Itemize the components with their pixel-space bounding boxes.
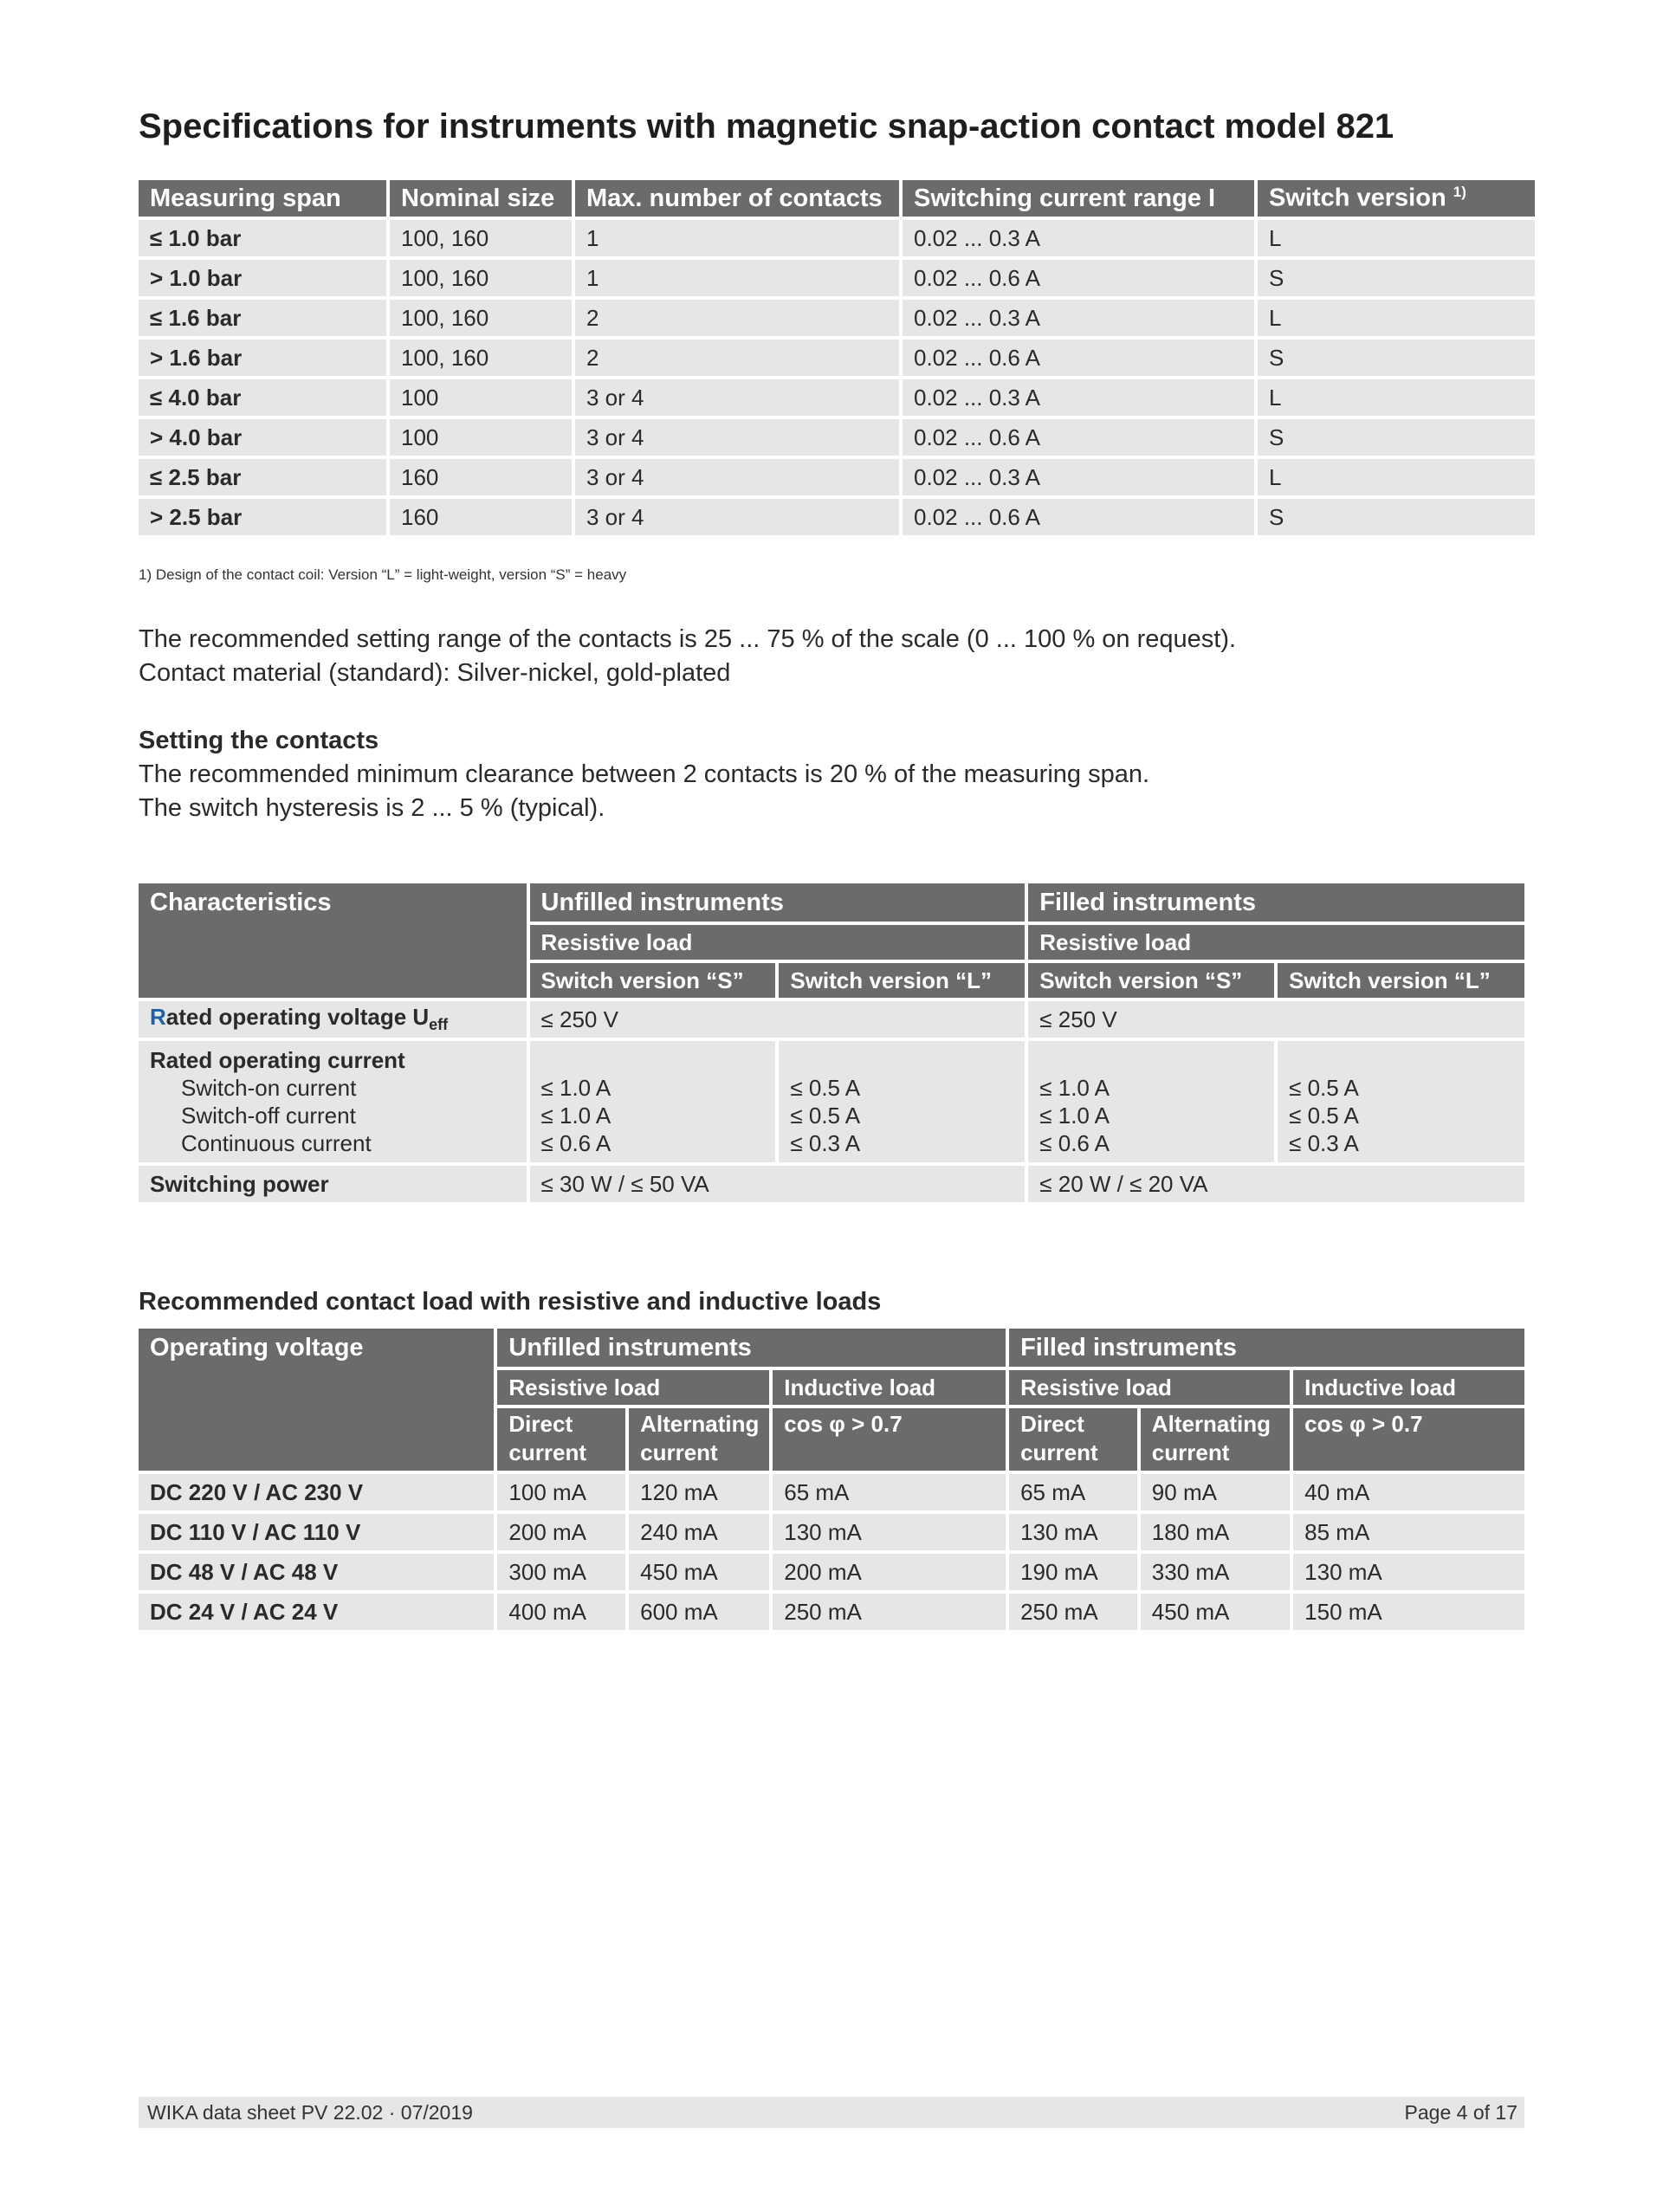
row-label-cell: > 1.6 bar xyxy=(139,340,386,376)
value-cell: 100 mA xyxy=(497,1474,625,1510)
unfilled-l-currents xyxy=(779,1041,1025,1162)
rated-voltage-text: ated operating voltage U xyxy=(165,1004,430,1031)
table-row xyxy=(139,379,1535,416)
value-cell: 180 mA xyxy=(1141,1514,1290,1550)
value-cell: L xyxy=(1258,220,1535,256)
value-cell: 3 or 4 xyxy=(575,379,899,416)
value-cell: 2 xyxy=(575,300,899,336)
header-line: current xyxy=(640,1439,718,1465)
row-label-cell: ≤ 2.5 bar xyxy=(139,459,386,495)
value-cell: 65 mA xyxy=(773,1474,1006,1510)
value-cell: 0.02 ... 0.3 A xyxy=(903,220,1254,256)
value-cell: 3 or 4 xyxy=(575,459,899,495)
value-cell: ≤ 0.5 A xyxy=(790,1103,861,1129)
value-cell: 100, 160 xyxy=(390,300,572,336)
characteristics-header: Characteristics xyxy=(139,883,527,998)
filled-s-currents xyxy=(1028,1041,1274,1162)
row-label-cell: DC 24 V / AC 24 V xyxy=(139,1594,494,1630)
filled-cos-header: cos φ > 0.7 xyxy=(1293,1408,1524,1471)
value-cell: 450 mA xyxy=(1141,1594,1290,1630)
unfilled-header: Unfilled instruments xyxy=(497,1329,1006,1367)
value-cell: 65 mA xyxy=(1009,1474,1137,1510)
value-cell: 40 mA xyxy=(1293,1474,1524,1510)
value-cell: 3 or 4 xyxy=(575,419,899,456)
load-section-title: Recommended contact load with resistive and inductive loads xyxy=(139,1288,882,1316)
switch-off-label: Switch-off current xyxy=(181,1103,356,1129)
unfilled-inductive-header: Inductive load xyxy=(773,1370,1006,1405)
filled-direct-header xyxy=(1009,1408,1137,1471)
footnote: 1) Design of the contact coil: Version “L” = light-weight, version “S” = heavy xyxy=(139,566,627,583)
value-cell: 3 or 4 xyxy=(575,499,899,535)
value-cell: ≤ 0.3 A xyxy=(790,1130,861,1156)
filled-inductive-header: Inductive load xyxy=(1293,1370,1524,1405)
footer-document-id: WIKA data sheet PV 22.02 · 07/2019 xyxy=(147,2100,473,2124)
value-cell: 1 xyxy=(575,220,899,256)
value-cell: 100, 160 xyxy=(390,220,572,256)
header-line: current xyxy=(1020,1439,1098,1465)
value-cell: S xyxy=(1258,419,1535,456)
value-cell: 120 mA xyxy=(629,1474,769,1510)
row-label-cell: > 2.5 bar xyxy=(139,499,386,535)
operating-voltage-header: Operating voltage xyxy=(139,1329,494,1471)
row-label-cell: ≤ 1.6 bar xyxy=(139,300,386,336)
value-cell: 200 mA xyxy=(497,1514,625,1550)
setting-contacts-section xyxy=(139,724,1149,825)
setting-range-text: The recommended setting range of the contacts is 25 ... 75 % of the scale (0 ... 100 % on request). xyxy=(139,625,1237,653)
header-line: Alternating xyxy=(1151,1411,1272,1437)
value-cell: 330 mA xyxy=(1141,1554,1290,1590)
value-cell: 100 xyxy=(390,379,572,416)
value-cell: ≤ 1.0 A xyxy=(1039,1075,1110,1101)
header-line: current xyxy=(1151,1439,1230,1465)
hysteresis-text: The switch hysteresis is 2 ... 5 % (typical). xyxy=(139,794,605,822)
filled-header: Filled instruments xyxy=(1028,883,1524,922)
filled-resistive-header: Resistive load xyxy=(1028,925,1524,960)
header-line: Direct xyxy=(508,1411,573,1437)
row-label-cell: DC 220 V / AC 230 V xyxy=(139,1474,494,1510)
value-cell: 0.02 ... 0.6 A xyxy=(903,260,1254,296)
value-cell: 200 mA xyxy=(773,1554,1006,1590)
col-switching-current: Switching current range I xyxy=(903,180,1254,217)
setting-range-paragraph xyxy=(139,623,1236,690)
footer-page-number: Page 4 of 17 xyxy=(1404,2100,1517,2124)
value-cell: 100, 160 xyxy=(390,340,572,376)
value-cell: 0.02 ... 0.6 A xyxy=(903,499,1254,535)
value-cell: 90 mA xyxy=(1141,1474,1290,1510)
switching-power-unfilled: ≤ 30 W / ≤ 50 VA xyxy=(530,1166,1026,1202)
filled-alternating-header xyxy=(1141,1408,1290,1471)
row-label-cell: ≤ 1.0 bar xyxy=(139,220,386,256)
switch-on-label: Switch-on current xyxy=(181,1075,357,1101)
table-row xyxy=(139,1166,1524,1202)
value-cell: 600 mA xyxy=(629,1594,769,1630)
value-cell: 130 mA xyxy=(773,1514,1006,1550)
table-row xyxy=(139,1474,1524,1510)
characteristics-table xyxy=(135,880,1528,1206)
table-row xyxy=(139,1594,1524,1630)
value-cell: 100, 160 xyxy=(390,260,572,296)
unfilled-switch-l-header: Switch version “L” xyxy=(779,963,1025,998)
unfilled-switch-s-header: Switch version “S” xyxy=(530,963,776,998)
value-cell: 0.02 ... 0.6 A xyxy=(903,419,1254,456)
value-cell: 0.02 ... 0.3 A xyxy=(903,459,1254,495)
value-cell: ≤ 0.5 A xyxy=(1289,1075,1359,1101)
table-row xyxy=(139,1041,1524,1162)
unfilled-s-currents xyxy=(530,1041,776,1162)
clearance-text: The recommended minimum clearance between 2 contacts is 20 % of the measuring span. xyxy=(139,760,1150,788)
col-switch-version xyxy=(1258,180,1535,217)
table-row xyxy=(139,340,1535,376)
rated-current-labels xyxy=(139,1041,527,1162)
table-row xyxy=(139,419,1535,456)
table-row xyxy=(139,260,1535,296)
value-cell: S xyxy=(1258,340,1535,376)
value-cell: L xyxy=(1258,379,1535,416)
unfilled-alternating-header xyxy=(629,1408,769,1471)
row-label-cell: > 1.0 bar xyxy=(139,260,386,296)
rated-voltage-subscript: eff xyxy=(429,1016,449,1034)
value-cell: 0.02 ... 0.6 A xyxy=(903,340,1254,376)
col-max-contacts: Max. number of contacts xyxy=(575,180,899,217)
filled-switch-l-header: Switch version “L” xyxy=(1278,963,1524,998)
switch-version-label: Switch version xyxy=(1269,184,1446,212)
value-cell: 130 mA xyxy=(1293,1554,1524,1590)
filled-l-currents xyxy=(1278,1041,1524,1162)
filled-switch-s-header: Switch version “S” xyxy=(1028,963,1274,998)
row-label-cell: DC 110 V / AC 110 V xyxy=(139,1514,494,1550)
footnote-marker: 1) xyxy=(1453,184,1466,201)
col-nominal-size: Nominal size xyxy=(390,180,572,217)
value-cell: 2 xyxy=(575,340,899,376)
rated-voltage-unfilled: ≤ 250 V xyxy=(530,1001,1026,1038)
value-cell: 300 mA xyxy=(497,1554,625,1590)
rated-current-label: Rated operating current xyxy=(150,1047,405,1073)
table-row xyxy=(139,499,1535,535)
table-row xyxy=(139,300,1535,336)
value-cell: L xyxy=(1258,300,1535,336)
value-cell: ≤ 1.0 A xyxy=(540,1103,611,1129)
table-row xyxy=(139,1514,1524,1550)
value-cell: 190 mA xyxy=(1009,1554,1137,1590)
row-label-cell: ≤ 4.0 bar xyxy=(139,379,386,416)
switching-power-filled: ≤ 20 W / ≤ 20 VA xyxy=(1028,1166,1524,1202)
unfilled-cos-header: cos φ > 0.7 xyxy=(773,1408,1006,1471)
table-row xyxy=(139,220,1535,256)
table-row xyxy=(139,459,1535,495)
value-cell: 1 xyxy=(575,260,899,296)
value-cell: S xyxy=(1258,499,1535,535)
switching-power-label: Switching power xyxy=(139,1166,527,1202)
filled-header: Filled instruments xyxy=(1009,1329,1524,1367)
table-row xyxy=(139,1554,1524,1590)
unfilled-header: Unfilled instruments xyxy=(530,883,1026,922)
rated-voltage-label xyxy=(139,1001,527,1038)
table-row xyxy=(139,1001,1524,1038)
value-cell: ≤ 1.0 A xyxy=(540,1075,611,1101)
page-title: Specifications for instruments with magnetic snap-action contact model 821 xyxy=(139,107,1394,146)
value-cell: 250 mA xyxy=(773,1594,1006,1630)
value-cell: ≤ 0.5 A xyxy=(1289,1103,1359,1129)
header-line: current xyxy=(508,1439,586,1465)
value-cell: S xyxy=(1258,260,1535,296)
header-line: Direct xyxy=(1020,1411,1084,1437)
rated-voltage-filled: ≤ 250 V xyxy=(1028,1001,1524,1038)
filled-resistive-header: Resistive load xyxy=(1009,1370,1290,1405)
unfilled-resistive-header: Resistive load xyxy=(497,1370,769,1405)
value-cell: 250 mA xyxy=(1009,1594,1137,1630)
page-footer xyxy=(139,2097,1524,2128)
value-cell: ≤ 0.6 A xyxy=(1039,1130,1110,1156)
unfilled-direct-header xyxy=(497,1408,625,1471)
contact-spec-table xyxy=(135,177,1538,539)
contact-material-text: Contact material (standard): Silver-nickel, gold-plated xyxy=(139,659,731,687)
value-cell: 160 xyxy=(390,499,572,535)
rated-voltage-initial: R xyxy=(150,1004,166,1031)
table-header-row xyxy=(139,180,1535,217)
value-cell: 160 xyxy=(390,459,572,495)
continuous-label: Continuous current xyxy=(181,1130,372,1156)
value-cell: 0.02 ... 0.3 A xyxy=(903,379,1254,416)
value-cell: 240 mA xyxy=(629,1514,769,1550)
value-cell: ≤ 0.5 A xyxy=(790,1075,861,1101)
value-cell: L xyxy=(1258,459,1535,495)
value-cell: ≤ 0.6 A xyxy=(540,1130,611,1156)
row-label-cell: DC 48 V / AC 48 V xyxy=(139,1554,494,1590)
value-cell: 130 mA xyxy=(1009,1514,1137,1550)
unfilled-resistive-header: Resistive load xyxy=(530,925,1026,960)
value-cell: 100 xyxy=(390,419,572,456)
value-cell: 85 mA xyxy=(1293,1514,1524,1550)
value-cell: 450 mA xyxy=(629,1554,769,1590)
value-cell: ≤ 1.0 A xyxy=(1039,1103,1110,1129)
value-cell: 0.02 ... 0.3 A xyxy=(903,300,1254,336)
contact-load-table xyxy=(135,1325,1528,1633)
col-measuring-span: Measuring span xyxy=(139,180,386,217)
value-cell: 400 mA xyxy=(497,1594,625,1630)
row-label-cell: > 4.0 bar xyxy=(139,419,386,456)
setting-contacts-heading: Setting the contacts xyxy=(139,727,379,754)
header-line: Alternating xyxy=(640,1411,760,1437)
value-cell: 150 mA xyxy=(1293,1594,1524,1630)
value-cell: ≤ 0.3 A xyxy=(1289,1130,1359,1156)
